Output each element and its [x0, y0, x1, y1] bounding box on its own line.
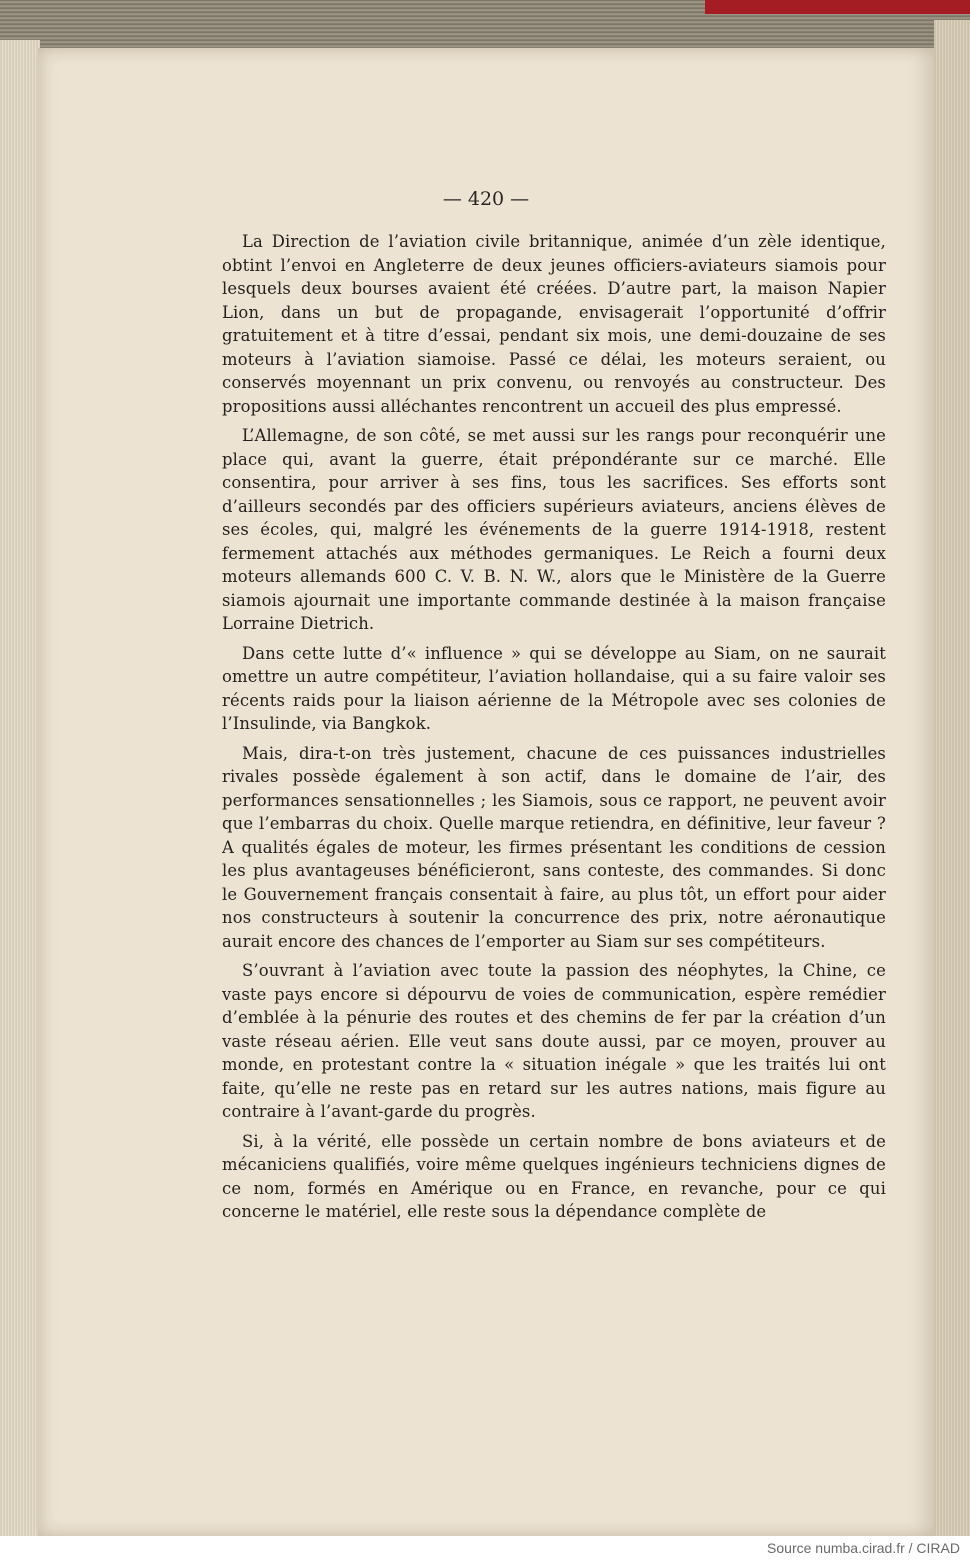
source-credit: Source numba.cirad.fr / CIRAD [767, 1540, 960, 1556]
paragraph-china: S’ouvrant à l’aviation avec toute la passion des néophytes, la Chine, ce vaste pays encore si dépourvu de voies de communication, espère remédier d’emblée à la pénurie des routes et des chemins de fer par la création d’un vaste réseau aérien. Elle veut sans doute aussi, par ce moyen, prouver au monde, en protestant contre la « situation inégale » que les traités lui ont faite, qu’elle ne reste pas en retard sur les autres nations, mais figure au contraire à l’avant-garde du progrès. [222, 961, 886, 1121]
page-number: — 420 — [442, 188, 530, 210]
paragraph-china-materiel: Si, à la vérité, elle possède un certain nombre de bons aviateurs et de mécaniciens qualifiés, voire même quelques ingénieurs techniciens dignes de ce nom, formés en Amérique ou en France, en revanche, pour ce qui concerne le matériel, elle reste sous la dépendance complète de [222, 1131, 886, 1221]
paragraph-industrial-rivals: Mais, dira-t-on très justement, chacune de ces puissances industrielles rivales possède également à son actif, dans le domaine de l’air, des performances sensationnelles ; les Siamois, sous ce rapport, ne peuvent avoir que l’embarras du choix. Quelle marque retiendra, en définitive, leur faveur ? A qualités égales de moteur, les firmes présentant les conditions de cession les plus avantageuses bénéficieront, sans conteste, des commandes. Si donc le Gouvernement français consentait à faire, au plus tôt, un effort pour aider nos constructeurs à soutenir la concurrence des prix, notre aéronautique aurait encore des chances de l’emporter au Siam sur ses compétiteurs. [222, 743, 886, 951]
left-page-stack [0, 40, 40, 1536]
paragraph-british-aviation: La Direction de l’aviation civile britannique, animée d’un zèle identique, obtint l’envoi en Angleterre de deux jeunes officiers-aviateurs siamois pour lesquels deux bourses avaient été créées. D’autre part, la maison Napier Lion, dans un but de propagande, envisagerait l’opportunité d’offrir gratuitement et à titre d’essai, pendant six mois, une demi-douzaine de ses moteurs à l’aviation siamoise. Passé ce délai, les moteurs seraient, ou conservés moyennant un prix convenu, ou renvoyés au constructeur. Des propositions aussi alléchantes rencontrent un accueil des plus empressé. [222, 232, 886, 416]
right-page-stack [934, 20, 970, 1536]
book-page [38, 48, 934, 1536]
body-text [222, 230, 886, 1230]
bookmark-ribbon [705, 0, 970, 14]
paragraph-dutch-aviation: Dans cette lutte d’« influence » qui se développe au Siam, on ne saurait omettre un autre compétiteur, l’aviation hollandaise, qui a su faire valoir ses récents raids pour la liaison aérienne de la Métropole avec ses colonies de l’Insulinde, via Bangkok. [222, 643, 886, 733]
paragraph-germany: L’Allemagne, de son côté, se met aussi sur les rangs pour reconquérir une place qui, avant la guerre, était prépondérante sur ce marché. Elle consentira, pour arriver à ses fins, tous les sacrifices. Ses efforts sont d’ailleurs secondés par des officiers supérieurs aviateurs, anciens élèves de ses écoles, qui, malgré les événements de la guerre 1914-1918, restent fermement attachés aux méthodes germaniques. Le Reich a fourni deux moteurs allemands 600 C. V. B. N. W., alors que le Ministère de la Guerre siamois ajournait une importante commande destinée à la maison française Lorraine Dietrich. [222, 426, 886, 633]
